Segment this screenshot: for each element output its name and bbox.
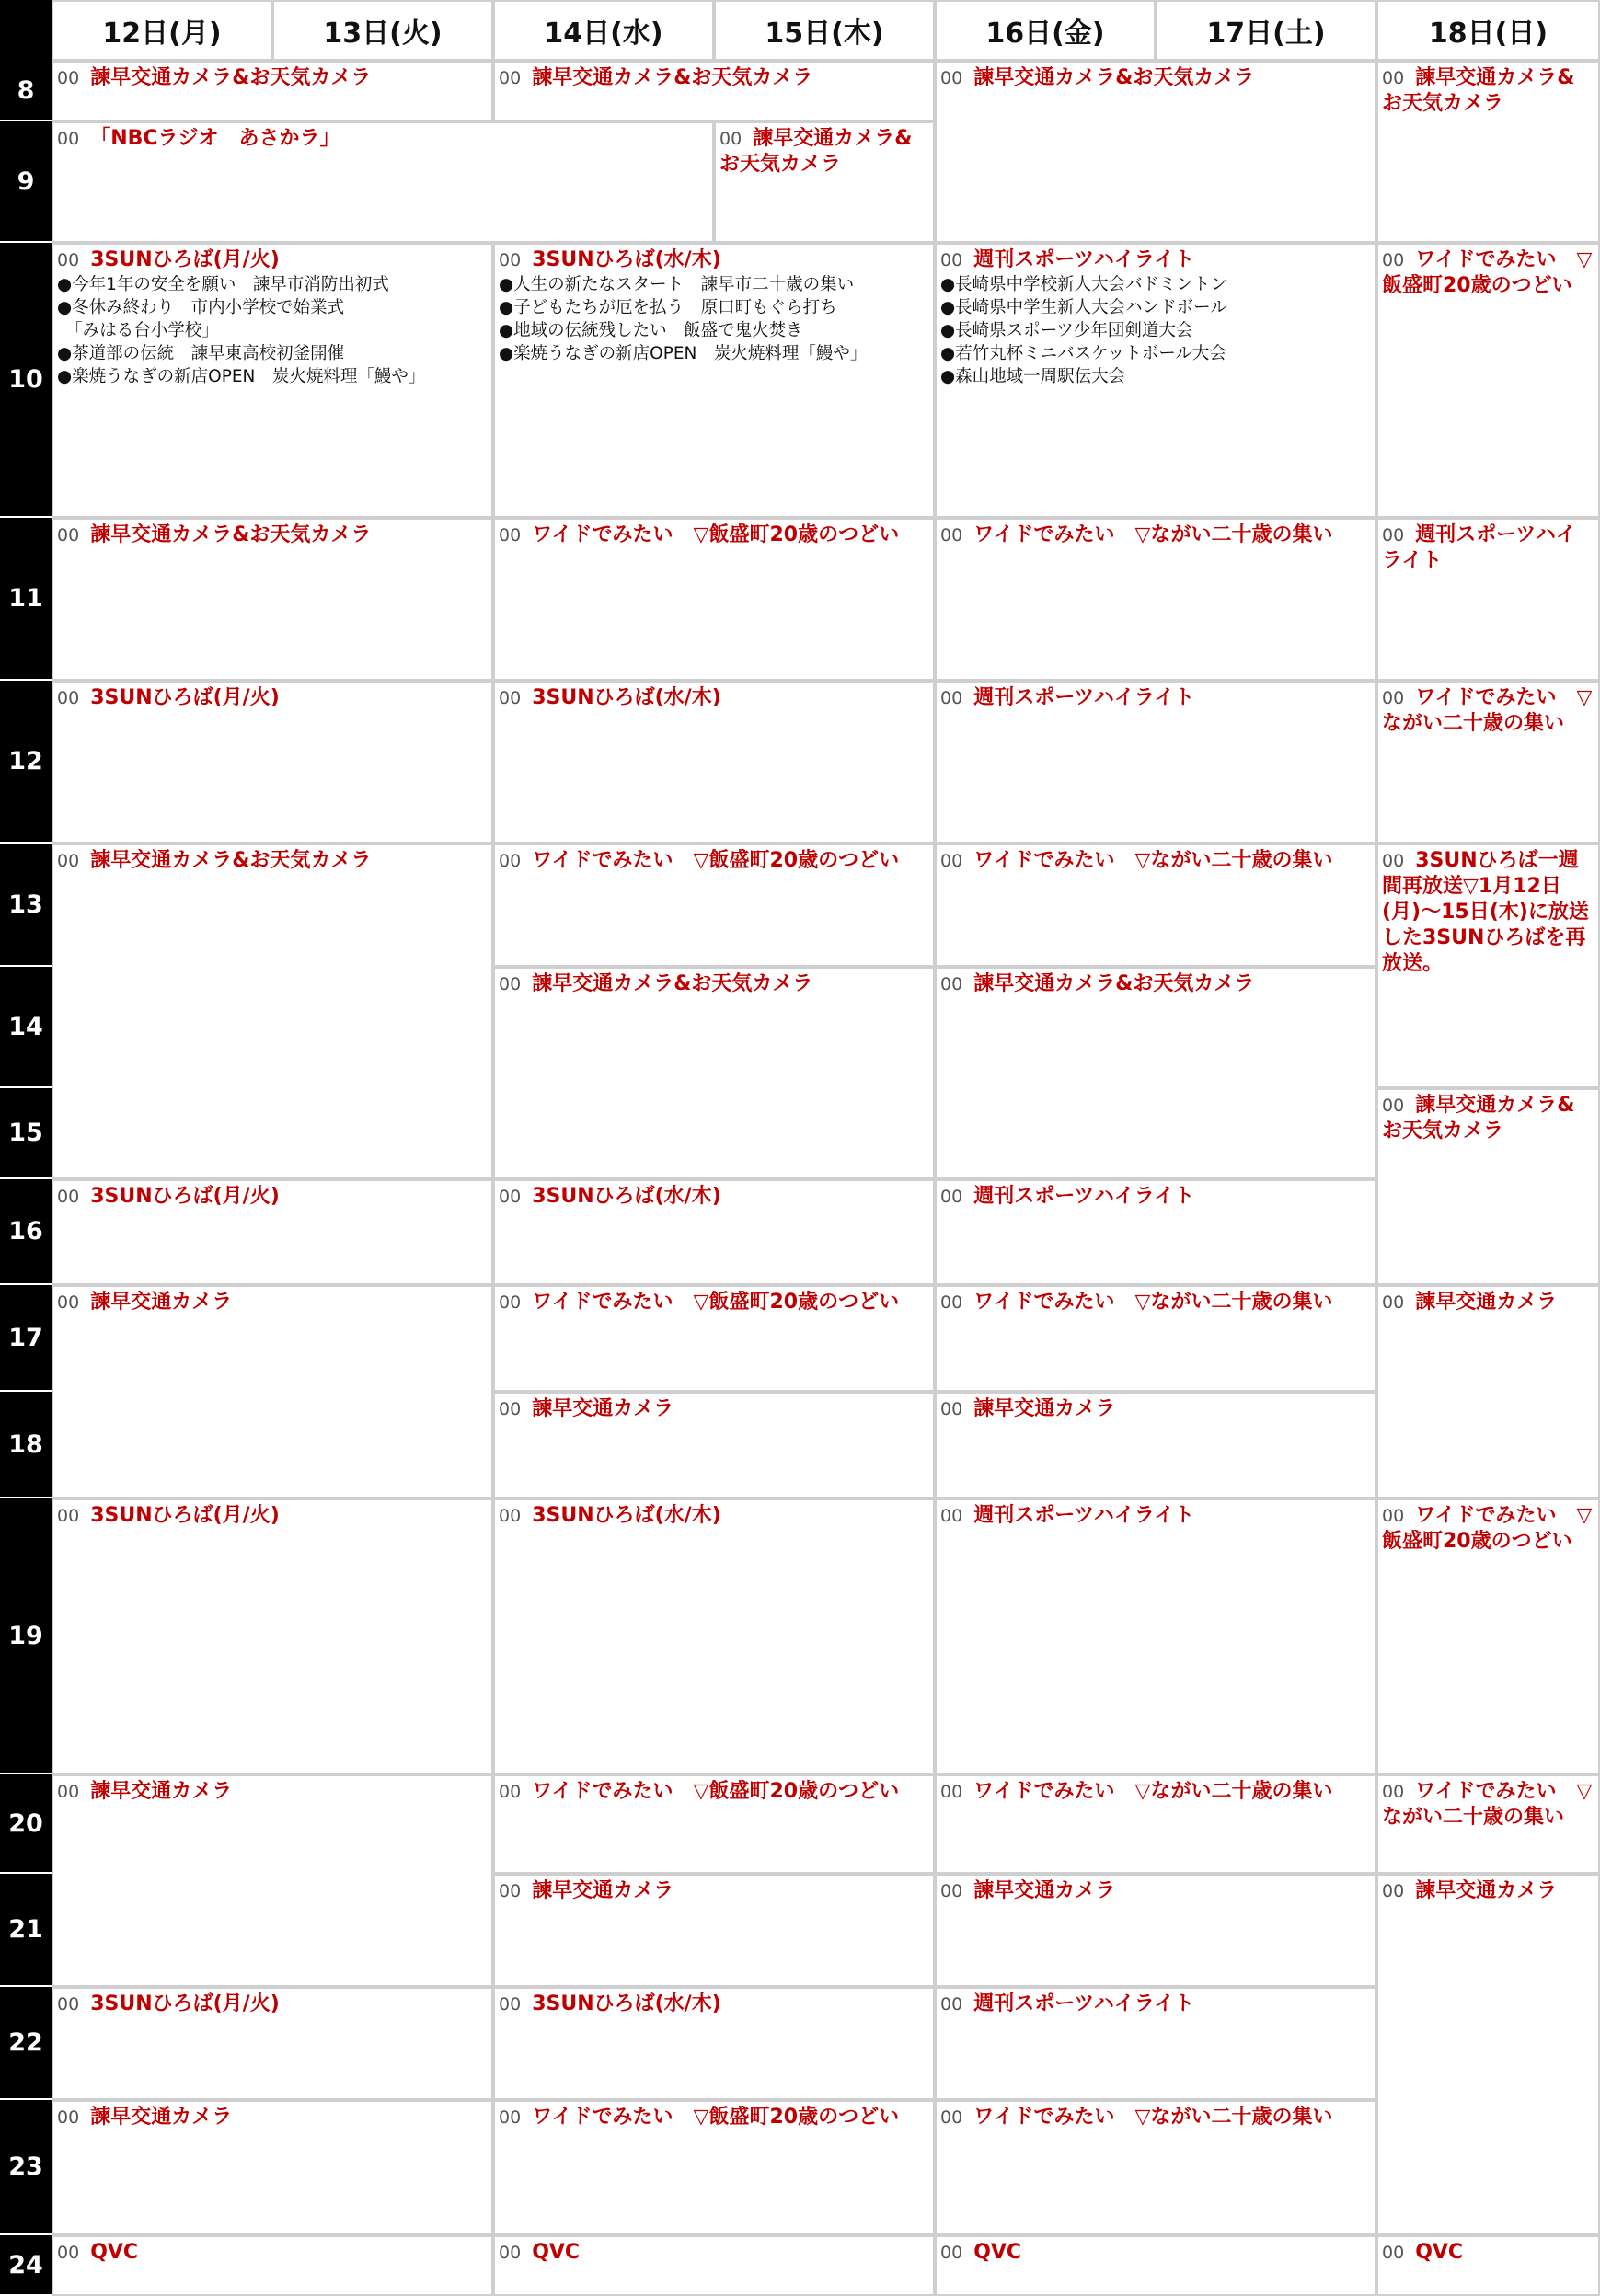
program-detail-line: ●森山地域一周駅伝大会 (940, 367, 1126, 386)
program-title-line (57, 65, 488, 91)
program-cell[interactable] (52, 1285, 493, 1498)
program-start-minute: 00 (940, 1881, 963, 1901)
program-start-minute: 00 (940, 1782, 963, 1802)
program-title-line (57, 2105, 488, 2130)
program-start-minute: 00 (57, 2243, 80, 2263)
hour-label: 19 (0, 1498, 52, 1774)
program-title-line (940, 522, 1371, 548)
program-cell[interactable] (1376, 243, 1600, 518)
program-start-minute: 00 (1382, 525, 1405, 545)
program-title: 3SUNひろば(水/木) (532, 1185, 721, 1208)
hour-label: 18 (0, 1392, 52, 1498)
program-cell[interactable] (493, 2235, 935, 2296)
program-cell[interactable] (52, 61, 493, 121)
day-header: 12日(月) (52, 0, 272, 61)
program-title-line (719, 126, 929, 178)
program-detail-line: ●地域の伝統残したい 飯盛で鬼火焚き (499, 321, 803, 340)
program-cell[interactable] (935, 518, 1376, 681)
program-start-minute: 00 (719, 129, 742, 149)
program-start-minute: 00 (499, 1881, 522, 1901)
program-title-line (940, 247, 1371, 273)
program-title: ワイドでみたい ▽ながい二十歳の集い (1382, 686, 1593, 735)
day-header: 13日(火) (272, 0, 493, 61)
program-cell[interactable] (1376, 681, 1600, 844)
program-start-minute: 00 (1382, 1096, 1405, 1116)
header-corner (0, 0, 52, 61)
program-cell[interactable] (493, 243, 935, 518)
hour-label: 21 (0, 1874, 52, 1987)
program-title-line (57, 126, 708, 152)
program-title: 諫早交通カメラ (973, 1397, 1116, 1420)
program-detail-line: ●子どもたちが厄を払う 原口町もぐら打ち (499, 298, 837, 317)
program-title-line (940, 971, 1371, 997)
program-start-minute: 00 (499, 1399, 522, 1419)
program-cell[interactable] (1376, 1774, 1600, 1874)
program-title: 諫早交通カメラ (90, 1780, 233, 1803)
program-start-minute: 00 (1382, 1506, 1405, 1526)
program-start-minute: 00 (57, 688, 80, 708)
program-title-line (1382, 65, 1594, 117)
program-detail-line: ●楽焼うなぎの新店OPEN 炭火焼料理「鰻や」 (499, 344, 868, 363)
program-cell[interactable] (493, 1774, 935, 1874)
program-cell[interactable] (493, 61, 935, 121)
program-cell[interactable] (935, 681, 1376, 844)
program-start-minute: 00 (499, 974, 522, 994)
program-title-line (940, 848, 1371, 874)
program-start-minute: 00 (499, 1187, 522, 1207)
program-start-minute: 00 (1382, 1881, 1405, 1901)
hour-label: 13 (0, 844, 52, 967)
program-start-minute: 00 (57, 1506, 80, 1526)
hour-label: 8 (0, 61, 52, 121)
program-title: 週刊スポーツハイライト (973, 248, 1195, 271)
hour-label: 22 (0, 1987, 52, 2100)
program-cell[interactable] (493, 967, 935, 1179)
hour-label: 16 (0, 1179, 52, 1285)
program-start-minute: 00 (57, 2107, 80, 2128)
program-title: ワイドでみたい ▽飯盛町20歳のつどい (1382, 248, 1593, 297)
program-title-line (57, 685, 488, 711)
day-header: 15日(木) (714, 0, 935, 61)
program-title: 3SUNひろば(水/木) (532, 1504, 721, 1527)
program-title: 週刊スポーツハイライト (973, 1185, 1195, 1208)
program-title-line (57, 1779, 488, 1805)
program-start-minute: 00 (57, 68, 80, 88)
program-title-line (57, 2240, 488, 2266)
program-title: 週刊スポーツハイライト (1382, 523, 1576, 572)
program-title: 諫早交通カメラ (90, 1291, 233, 1314)
program-cell[interactable] (52, 2235, 493, 2296)
program-title-line (499, 522, 929, 548)
program-cell[interactable] (1376, 844, 1600, 1088)
program-title: 3SUNひろば(月/火) (90, 248, 280, 271)
program-title: ワイドでみたい ▽飯盛町20歳のつどい (532, 1780, 900, 1803)
program-start-minute: 00 (499, 688, 522, 708)
program-cell[interactable] (935, 1179, 1376, 1285)
program-cell[interactable] (493, 844, 935, 967)
program-title-line (1382, 1779, 1594, 1831)
program-cell[interactable] (935, 1874, 1376, 1987)
program-title-line (57, 848, 488, 874)
program-title-line (940, 685, 1371, 711)
program-cell[interactable] (52, 681, 493, 844)
program-title-line (499, 247, 929, 273)
program-start-minute: 00 (940, 688, 963, 708)
program-start-minute: 00 (940, 974, 963, 994)
program-title-line (940, 1503, 1371, 1529)
program-title: 諫早交通カメラ&お天気カメラ (90, 849, 372, 872)
program-title-line (1382, 522, 1594, 574)
program-start-minute: 00 (499, 1506, 522, 1526)
program-start-minute: 00 (57, 1187, 80, 1207)
program-cell[interactable] (493, 1874, 935, 1987)
hour-label: 24 (0, 2235, 52, 2296)
program-cell[interactable] (52, 1498, 493, 1774)
program-detail-line: ●若竹丸杯ミニバスケットボール大会 (940, 344, 1226, 363)
program-title: 諫早交通カメラ (1415, 1291, 1558, 1314)
program-start-minute: 00 (57, 129, 80, 149)
program-title-line (940, 65, 1371, 91)
program-title-line (940, 1184, 1371, 1210)
program-title: ワイドでみたい ▽ながい二十歳の集い (973, 849, 1333, 872)
hour-label: 11 (0, 518, 52, 681)
program-title-line (499, 685, 929, 711)
program-title-line (940, 1878, 1371, 1904)
program-title: 3SUNひろば(月/火) (90, 686, 280, 709)
program-title: 週刊スポーツハイライト (973, 1504, 1195, 1527)
program-detail-line: ●長崎県中学校新人大会バドミントン (940, 275, 1227, 294)
program-title-line (499, 1396, 929, 1422)
program-title: 諫早交通カメラ&お天気カメラ (532, 66, 813, 89)
program-start-minute: 00 (499, 2243, 522, 2263)
program-title: QVC (1415, 2241, 1464, 2264)
program-cell[interactable] (1376, 1285, 1600, 1498)
program-cell[interactable] (935, 2235, 1376, 2296)
program-start-minute: 00 (940, 525, 963, 545)
program-start-minute: 00 (940, 250, 963, 270)
program-title: 3SUNひろば(水/木) (532, 248, 721, 271)
program-title: ワイドでみたい ▽ながい二十歳の集い (973, 2106, 1333, 2129)
program-title: ワイドでみたい ▽飯盛町20歳のつどい (532, 523, 900, 546)
program-start-minute: 00 (57, 851, 80, 871)
hour-label: 17 (0, 1285, 52, 1392)
program-cell[interactable] (1376, 1874, 1600, 2235)
program-title: ワイドでみたい ▽ながい二十歳の集い (1382, 1780, 1593, 1829)
program-title: 諫早交通カメラ&お天気カメラ (1382, 1094, 1575, 1142)
program-title: QVC (532, 2241, 581, 2264)
program-title: QVC (90, 2241, 139, 2264)
program-start-minute: 00 (499, 851, 522, 871)
program-title: ワイドでみたい ▽ながい二十歳の集い (973, 1291, 1333, 1314)
program-cell[interactable] (1376, 1498, 1600, 1774)
hour-label: 9 (0, 121, 52, 243)
program-title-line (1382, 2240, 1594, 2266)
program-cell[interactable] (493, 1392, 935, 1498)
program-start-minute: 00 (57, 250, 80, 270)
program-title-line (57, 1290, 488, 1315)
program-title: ワイドでみたい ▽飯盛町20歳のつどい (1382, 1504, 1593, 1553)
hour-label: 20 (0, 1774, 52, 1874)
program-title-line (499, 2105, 929, 2130)
program-title-line (940, 2240, 1371, 2266)
program-detail-line: 「みはる台小学校」 (57, 321, 219, 340)
program-title: 週刊スポーツハイライト (973, 1992, 1195, 2015)
program-start-minute: 00 (1382, 688, 1405, 708)
program-cell[interactable] (935, 61, 1376, 243)
program-title-line (499, 1992, 929, 2017)
program-title-line (499, 1779, 929, 1805)
program-title: 週刊スポーツハイライト (973, 686, 1195, 709)
program-title-line (57, 247, 488, 273)
program-cell[interactable] (714, 121, 935, 243)
program-start-minute: 00 (940, 1187, 963, 1207)
program-cell[interactable] (935, 2100, 1376, 2235)
program-title: 諫早交通カメラ&お天気カメラ (90, 66, 372, 89)
program-title-line (499, 1503, 929, 1529)
program-detail-line: ●人生の新たなスタート 諫早市二十歳の集い (499, 275, 855, 294)
program-title-line (499, 971, 929, 997)
program-cell[interactable] (493, 1285, 935, 1392)
program-title: 諫早交通カメラ (532, 1879, 674, 1902)
program-cell[interactable] (1376, 1088, 1600, 1285)
program-title: ワイドでみたい ▽飯盛町20歳のつどい (532, 1291, 900, 1314)
program-cell[interactable] (935, 1285, 1376, 1392)
program-title: 諫早交通カメラ&お天気カメラ (719, 127, 913, 176)
program-detail-line: ●茶道部の伝統 諫早東高校初釜開催 (57, 344, 345, 363)
program-title: 3SUNひろば(月/火) (90, 1992, 280, 2015)
program-start-minute: 00 (1382, 68, 1405, 88)
program-cell[interactable] (493, 1987, 935, 2100)
program-title: 諫早交通カメラ (1415, 1879, 1558, 1902)
program-title-line (1382, 1503, 1594, 1555)
day-header: 17日(土) (1156, 0, 1376, 61)
program-title-line (1382, 1290, 1594, 1315)
program-title: 諫早交通カメラ (90, 2106, 233, 2129)
hour-label: 23 (0, 2100, 52, 2235)
hour-label: 12 (0, 681, 52, 844)
program-title: 諫早交通カメラ (973, 1879, 1116, 1902)
program-title: ワイドでみたい ▽飯盛町20歳のつどい (532, 849, 900, 872)
program-title: 3SUNひろば一週間再放送▽1月12日(月)～15日(木)に放送した3SUNひろばを再放送。 (1382, 849, 1589, 975)
program-title: 諫早交通カメラ&お天気カメラ (1382, 66, 1575, 115)
program-start-minute: 00 (940, 2243, 963, 2263)
program-detail-line: ●長崎県スポーツ少年団剣道大会 (940, 321, 1193, 340)
program-cell[interactable] (1376, 2235, 1600, 2296)
program-start-minute: 00 (1382, 2243, 1405, 2263)
program-start-minute: 00 (57, 525, 80, 545)
program-cell[interactable] (935, 243, 1376, 518)
program-start-minute: 00 (940, 1292, 963, 1313)
program-title-line (940, 1290, 1371, 1315)
program-title-line (57, 1992, 488, 2017)
program-start-minute: 00 (1382, 851, 1405, 871)
program-title-line (499, 65, 929, 91)
program-start-minute: 00 (940, 2107, 963, 2128)
program-title-line (1382, 1093, 1594, 1144)
program-cell[interactable] (935, 1987, 1376, 2100)
program-detail-line: ●今年1年の安全を願い 諫早市消防出初式 (57, 275, 389, 294)
program-title: ワイドでみたい ▽飯盛町20歳のつどい (532, 2106, 900, 2129)
program-title-line (940, 2105, 1371, 2130)
program-cell[interactable] (493, 518, 935, 681)
hour-label: 14 (0, 967, 52, 1088)
program-title-line (940, 1992, 1371, 2017)
day-header: 16日(金) (935, 0, 1156, 61)
program-cell[interactable] (52, 1179, 493, 1285)
program-start-minute: 00 (499, 1782, 522, 1802)
program-title: ワイドでみたい ▽ながい二十歳の集い (973, 1780, 1333, 1803)
program-title: 諫早交通カメラ&お天気カメラ (973, 972, 1255, 995)
program-cell[interactable] (52, 243, 493, 518)
program-title: 諫早交通カメラ&お天気カメラ (90, 523, 372, 546)
program-detail-line: ●冬休み終わり 市内小学校で始業式 (57, 298, 345, 317)
program-cell[interactable] (1376, 61, 1600, 243)
program-cell[interactable] (935, 1498, 1376, 1774)
program-start-minute: 00 (499, 1292, 522, 1313)
program-start-minute: 00 (499, 1994, 522, 2015)
program-start-minute: 00 (499, 2107, 522, 2128)
program-cell[interactable] (52, 1987, 493, 2100)
program-title: 3SUNひろば(月/火) (90, 1504, 280, 1527)
program-cell[interactable] (52, 1774, 493, 1987)
program-detail-line: ●長崎県中学生新人大会ハンドボール (940, 298, 1227, 317)
program-title-line (499, 848, 929, 874)
program-start-minute: 00 (1382, 250, 1405, 270)
program-start-minute: 00 (940, 68, 963, 88)
program-cell[interactable] (52, 844, 493, 1179)
program-title: 諫早交通カメラ&お天気カメラ (973, 66, 1255, 89)
hour-label: 10 (0, 243, 52, 518)
program-start-minute: 00 (499, 250, 522, 270)
program-start-minute: 00 (57, 1994, 80, 2015)
program-cell[interactable] (935, 967, 1376, 1179)
program-detail-line: ●楽焼うなぎの新店OPEN 炭火焼料理「鰻や」 (57, 367, 426, 386)
program-title-line (499, 1290, 929, 1315)
program-start-minute: 00 (499, 525, 522, 545)
program-title-line (57, 1184, 488, 1210)
program-cell[interactable] (52, 121, 714, 243)
program-title-line (499, 2240, 929, 2266)
program-start-minute: 00 (57, 1782, 80, 1802)
program-title: 3SUNひろば(月/火) (90, 1185, 280, 1208)
program-start-minute: 00 (940, 1506, 963, 1526)
program-cell[interactable] (935, 1774, 1376, 1874)
program-cell[interactable] (52, 2100, 493, 2235)
program-cell[interactable] (493, 1498, 935, 1774)
program-title: QVC (973, 2241, 1022, 2264)
program-start-minute: 00 (940, 1399, 963, 1419)
day-header: 14日(水) (493, 0, 714, 61)
program-title-line (940, 1396, 1371, 1422)
program-cell[interactable] (935, 1392, 1376, 1498)
program-cell[interactable] (1376, 518, 1600, 681)
program-title: 諫早交通カメラ (532, 1397, 674, 1420)
program-start-minute: 00 (57, 1292, 80, 1313)
program-title: 諫早交通カメラ&お天気カメラ (532, 972, 813, 995)
program-start-minute: 00 (940, 1994, 963, 2015)
program-title: 「NBCラジオ あさかラ」 (90, 127, 340, 150)
program-cell[interactable] (52, 518, 493, 681)
program-title-line (1382, 247, 1594, 299)
program-cell[interactable] (493, 1179, 935, 1285)
program-start-minute: 00 (1382, 1292, 1405, 1313)
program-title: 3SUNひろば(水/木) (532, 1992, 721, 2015)
program-title-line (940, 1779, 1371, 1805)
program-title-line (57, 522, 488, 548)
program-title-line (1382, 848, 1594, 977)
program-cell[interactable] (935, 844, 1376, 967)
program-start-minute: 00 (1382, 1782, 1405, 1802)
program-title-line (57, 1503, 488, 1529)
program-title-line (499, 1878, 929, 1904)
program-start-minute: 00 (940, 851, 963, 871)
day-header: 18日(日) (1376, 0, 1600, 61)
program-title-line (1382, 1878, 1594, 1904)
program-title: 3SUNひろば(水/木) (532, 686, 721, 709)
program-title: ワイドでみたい ▽ながい二十歳の集い (973, 523, 1333, 546)
program-title-line (1382, 685, 1594, 737)
program-title-line (499, 1184, 929, 1210)
program-cell[interactable] (493, 681, 935, 844)
program-cell[interactable] (493, 2100, 935, 2235)
hour-label: 15 (0, 1088, 52, 1179)
program-start-minute: 00 (499, 68, 522, 88)
